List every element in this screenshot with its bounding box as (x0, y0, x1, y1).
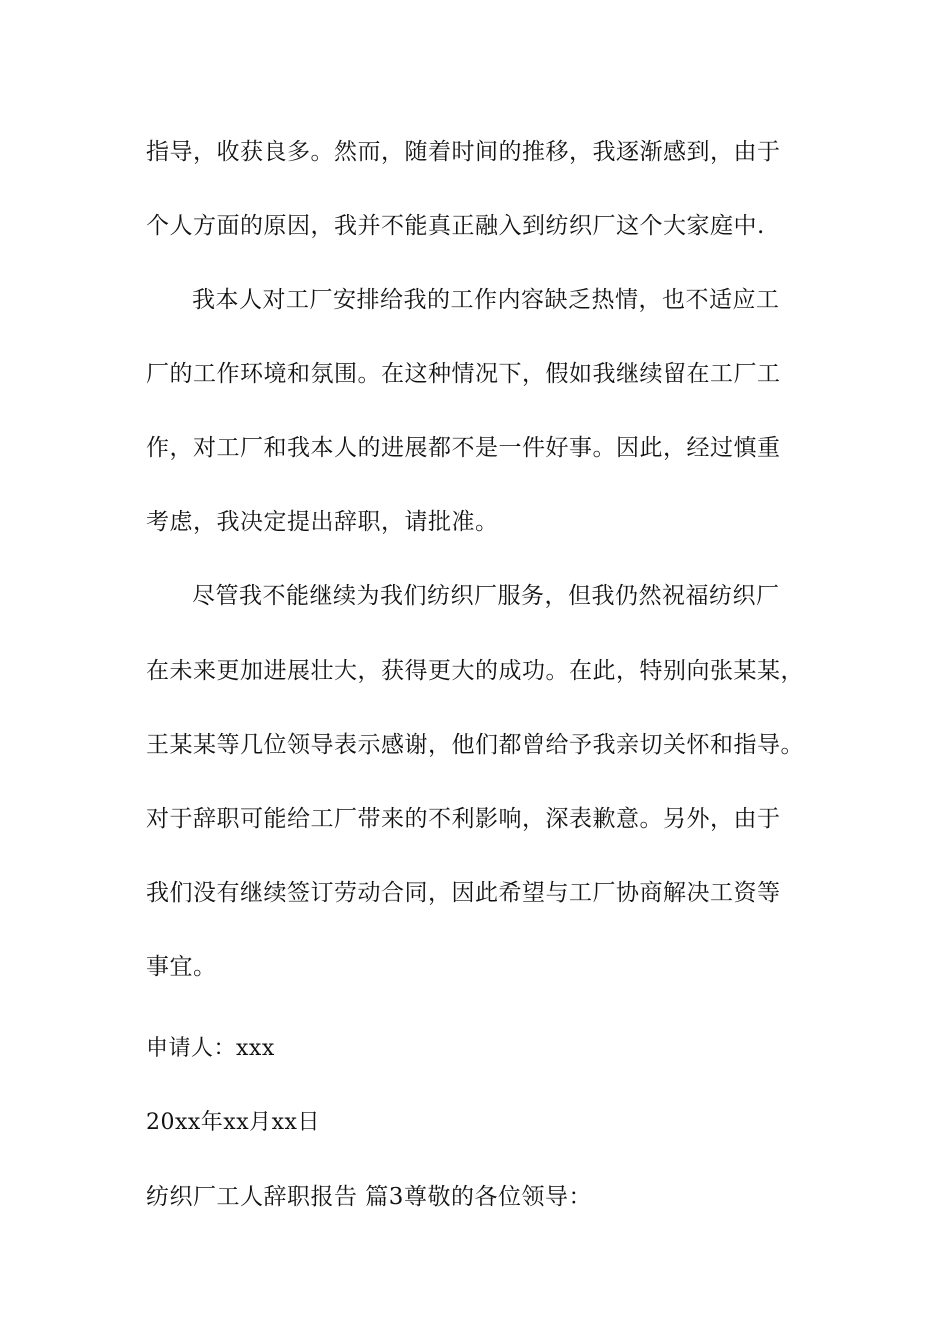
paragraph-line: 作，对工厂和我本人的进展都不是一件好事。因此，经过慎重 (146, 435, 781, 461)
section-heading: 纺织厂工人辞职报告 篇3尊敬的各位领导： (146, 1184, 592, 1210)
applicant-line: 申请人：xxx (146, 1036, 275, 1061)
paragraph-line: 指导，收获良多。然而，随着时间的推移，我逐渐感到，由于 (146, 139, 781, 165)
paragraph-line: 在未来更加进展壮大，获得更大的成功。在此，特别向张某某， (146, 658, 804, 684)
paragraph-line: 王某某等几位领导表示感谢，他们都曾给予我亲切关怀和指导。 (146, 732, 804, 758)
paragraph-line: 对于辞职可能给工厂带来的不利影响，深表歉意。另外，由于 (146, 806, 781, 832)
paragraph-line: 厂的工作环境和氛围。在这种情况下，假如我继续留在工厂工 (146, 361, 781, 387)
paragraph-line: 我们没有继续签订劳动合同，因此希望与工厂协商解决工资等 (146, 880, 781, 906)
date-line: 20xx年xx月xx日 (146, 1110, 320, 1135)
paragraph-line: 我本人对工厂安排给我的工作内容缺乏热情，也不适应工 (192, 287, 780, 313)
paragraph-line: 事宜。 (146, 954, 217, 980)
paragraph-line: 个人方面的原因，我并不能真正融入到纺织厂这个大家庭中. (146, 213, 765, 239)
paragraph-line: 考虑，我决定提出辞职，请批准。 (146, 509, 499, 535)
paragraph-line: 尽管我不能继续为我们纺织厂服务，但我仍然祝福纺织厂 (192, 583, 780, 609)
